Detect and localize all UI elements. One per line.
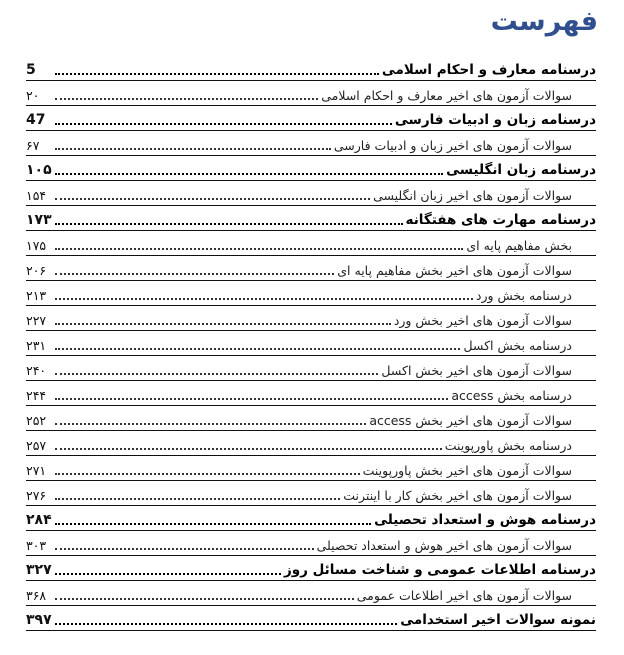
toc-page-number: ۲۰۶ [26,263,47,278]
toc-entry-sub[interactable] [26,131,596,156]
dot-leader [55,523,371,525]
dot-leader [55,273,334,275]
toc-entry-label: درسنامه بخش اکسل [463,338,572,353]
toc-entry-main[interactable] [26,56,596,81]
toc-entry-sub[interactable] [26,456,596,481]
toc-page-number: ۲۴۰ [26,363,47,378]
toc-entry-sub[interactable] [26,581,596,606]
dot-leader [55,298,473,300]
toc-entry-sub[interactable] [26,381,596,406]
dot-leader [55,598,354,600]
toc-entry-label: سوالات آزمون های اخیر بخش پاورپوینت [362,463,572,478]
dot-leader [55,448,442,450]
toc-entry-sub[interactable] [26,231,596,256]
toc-page-number: ۳۰۳ [26,538,47,553]
dot-leader [55,548,314,550]
toc-entry-label: بخش مفاهیم پایه ای [466,238,572,253]
toc-entry-label: درسنامه هوش و استعداد تحصیلی [374,512,596,528]
toc-entry-sub[interactable] [26,306,596,331]
toc-entry-sub[interactable] [26,356,596,381]
dot-leader [55,473,360,475]
toc-entry-main[interactable] [26,506,596,531]
toc-page-number: ۲۲۷ [26,313,47,328]
toc-entry-main[interactable] [26,156,596,181]
toc-entry-main[interactable] [26,206,596,231]
toc-page-number: ۲۳۱ [26,338,47,353]
dot-leader [55,173,443,175]
toc-entry-sub[interactable] [26,281,596,306]
toc-page-number: ۲۷۱ [26,463,47,478]
toc-page-number: 47 [26,112,46,128]
dot-leader [55,573,281,575]
toc-entry-main[interactable] [26,106,596,131]
toc-entry-label: سوالات آزمون های اخیر زبان و ادبیات فارسی [333,138,572,153]
toc-page-number: ۲۷۶ [26,488,47,503]
toc-entry-label: سوالات آزمون های اخیر معارف و احکام اسلامی [321,88,572,103]
dot-leader [55,373,378,375]
toc-entry-label: درسنامه زبان و ادبیات فارسی [394,112,596,128]
dot-leader [55,248,463,250]
toc-entry-label: سوالات آزمون های اخیر اطلاعات عمومی [356,588,572,603]
toc-entry-label: سوالات آزمون های اخیر بخش اکسل [381,363,572,378]
toc-entry-sub[interactable] [26,181,596,206]
toc-entry-main[interactable] [26,606,596,631]
toc-entry-label: درسنامه اطلاعات عمومی و شناخت مسائل روز [284,562,596,578]
toc-entry-label: سوالات آزمون های اخیر هوش و استعداد تحصیلی [316,538,572,553]
toc-entry-label: درسنامه بخش ورد [475,288,572,303]
toc-page-number: ۲۵۷ [26,438,47,453]
toc-page-number: ۱۷۵ [26,238,47,253]
toc-entry-sub[interactable] [26,256,596,281]
toc-page-number: ۲۰ [26,88,40,103]
dot-leader [55,98,318,100]
toc-page-number: ۲۸۴ [26,512,52,528]
dot-leader [55,398,448,400]
dot-leader [55,498,340,500]
toc-entry-label: درسنامه مهارت های هفتگانه [405,212,596,228]
dot-leader [55,148,331,150]
toc-entry-label: درسنامه زبان انگلیسی [446,162,596,178]
toc-page-number: ۳۹۷ [26,612,52,628]
dot-leader [55,623,397,625]
toc-page-number: ۲۱۳ [26,288,47,303]
toc-page-number: ۱۰۵ [26,162,52,178]
dot-leader [55,223,403,225]
toc-page-number: ۱۵۴ [26,188,47,203]
toc-entry-label: نمونه سوالات اخیر استخدامی [400,612,596,628]
toc-entry-label: درسنامه بخش access [451,388,572,403]
toc-entry-label: درسنامه معارف و احکام اسلامی [381,62,596,78]
toc-entry-sub[interactable] [26,431,596,456]
toc-entry-label: سوالات آزمون های اخیر بخش مفاهیم پایه ای [337,263,572,278]
toc-page-number: ۲۴۴ [26,388,47,403]
toc-entry-sub[interactable] [26,531,596,556]
toc-entry-sub[interactable] [26,481,596,506]
toc-entry-main[interactable] [26,556,596,581]
toc-page-number: ۲۵۲ [26,413,47,428]
toc-page-number: 5 [26,62,36,78]
toc-entry-sub[interactable] [26,406,596,431]
toc-entry-label: سوالات آزمون های اخیر زبان انگلیسی [373,188,572,203]
dot-leader [55,323,391,325]
toc-page-number: ۳۲۷ [26,562,52,578]
toc-page-number: ۱۷۳ [26,212,52,228]
toc-page-number: ۶۷ [26,138,40,153]
dot-leader [55,123,392,125]
page-title: فهرست [490,6,598,37]
toc-entry-sub[interactable] [26,331,596,356]
dot-leader [55,198,370,200]
dot-leader [55,348,460,350]
dot-leader [55,73,379,75]
dot-leader [55,423,366,425]
toc-entry-label: درسنامه بخش پاورپوینت [444,438,572,453]
toc-entry-label: سوالات آزمون های اخیر بخش access [369,413,572,428]
toc-entry-label: سوالات آزمون های اخیر بخش کار با اینترنت [343,488,572,503]
table-of-contents [26,56,596,631]
toc-entry-label: سوالات آزمون های اخیر بخش ورد [393,313,572,328]
toc-page-number: ۳۶۸ [26,588,47,603]
toc-entry-sub[interactable] [26,81,596,106]
